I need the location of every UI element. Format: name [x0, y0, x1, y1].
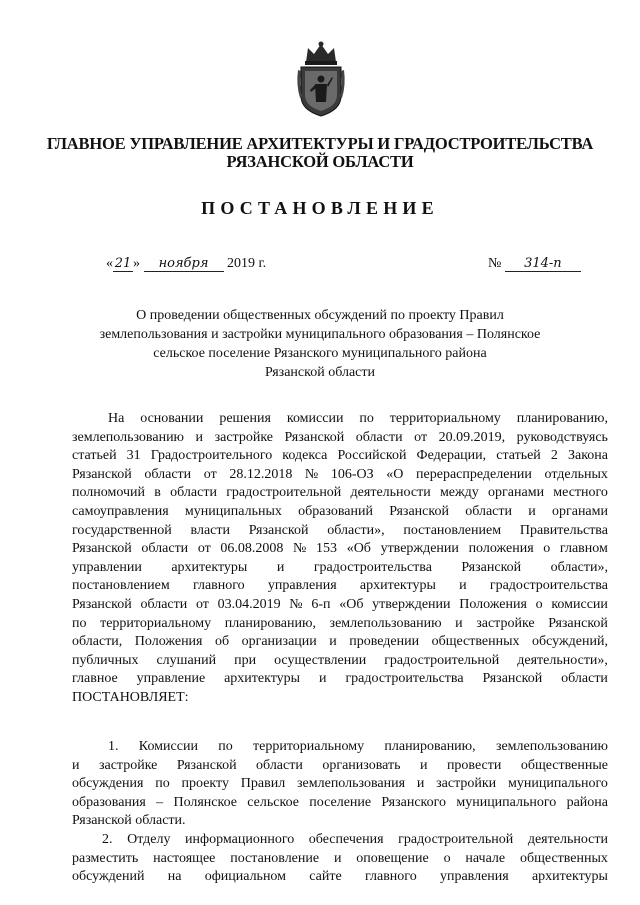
text-line: Рязанской области.: [72, 813, 186, 829]
org-name-line1: ГЛАВНОЕ УПРАВЛЕНИЕ АРХИТЕКТУРЫ И ГРАДОСТРОИТЕЛЬСТВА: [46, 134, 594, 153]
preamble-paragraph: [72, 410, 608, 708]
number-prefix: №: [488, 256, 502, 271]
text-line: области, Положения об организации и проведении общественных обсуждений,: [72, 634, 608, 650]
text-line: самоуправления муниципальных образований Рязанской области и органами: [72, 503, 608, 519]
text-line: 1. Комиссии по территориальному планированию, землепользованию: [108, 739, 608, 754]
subject-line: землепользования и застройки муниципального образования – Полянское: [99, 327, 541, 342]
item-2-paragraph: [72, 831, 608, 887]
date-open-quote: «: [106, 256, 113, 271]
text-line: ПОСТАНОВЛЯЕТ:: [72, 689, 189, 705]
text-line: обсуждения по проекту Правил землепользования и застройки муниципального: [72, 776, 608, 792]
item-1-paragraph: [72, 738, 608, 831]
date-close-quote: »: [133, 256, 140, 271]
text-line: постановлением главного управления архитектуры и градостроительства: [72, 578, 608, 594]
document-subject: [80, 306, 560, 382]
subject-line: О проведении общественных обсуждений по проекту Правил: [136, 308, 504, 323]
text-line: полномочий в области градостроительной деятельности между органами местного: [72, 485, 608, 501]
text-line: по территориальному планированию, землепользованию и застройке Рязанской: [72, 615, 608, 631]
text-line: обсуждений на официальном сайте главного управления архитектуры: [72, 869, 608, 885]
text-line: государственной власти Рязанской области», постановлением Правительства: [72, 522, 608, 538]
text-line: и застройке Рязанской области организовать и провести общественные: [72, 757, 608, 773]
document-type-title: ПОСТАНОВЛЕНИЕ: [201, 198, 439, 218]
date-year: 2019 г.: [227, 256, 267, 271]
text-line: разместить настоящее постановление и оповещение о начале общественных: [72, 850, 608, 866]
coat-of-arms-icon: [296, 40, 346, 118]
text-line: 2. Отделу информационного обеспечения градостроительной деятельности: [102, 832, 608, 847]
text-line: публичных слушаний при осуществлении градостроительной деятельности»,: [72, 652, 608, 668]
date-day: 21: [114, 256, 132, 271]
number-value: 314-п: [505, 256, 581, 272]
date-month: ноября: [144, 256, 224, 272]
subject-line: сельское поселение Рязанского муниципального района: [153, 346, 487, 361]
subject-line: Рязанской области: [264, 365, 376, 380]
text-line: управлении архитектуры и градостроительства Рязанской области»,: [72, 559, 608, 575]
document-number: [488, 256, 581, 272]
text-line: Рязанской области от 28.12.2018 № 106-ОЗ «О перераспределении отдельных: [72, 466, 608, 482]
text-line: На основании решения комиссии по территориальному планированию,: [108, 411, 608, 426]
document-date: [106, 256, 266, 272]
text-line: Рязанской области от 06.08.2008 № 153 «Об утверждении положения о главном: [72, 541, 608, 557]
text-line: образования – Полянское сельское поселение Рязанского муниципального района: [72, 794, 608, 810]
text-line: статьей 31 Градостроительного кодекса Российской Федерации, статьей 2 Закона: [72, 448, 608, 464]
org-name-line2: РЯЗАНСКОЙ ОБЛАСТИ: [226, 152, 414, 171]
text-line: главное управление архитектуры и градостроительства Рязанской области: [72, 671, 608, 687]
text-line: землепользованию и застройке Рязанской области от 20.09.2019, руководствуясь: [72, 429, 608, 445]
text-line: Рязанской области от 03.04.2019 № 6-п «Об утверждении Положения о комиссии: [72, 596, 608, 612]
